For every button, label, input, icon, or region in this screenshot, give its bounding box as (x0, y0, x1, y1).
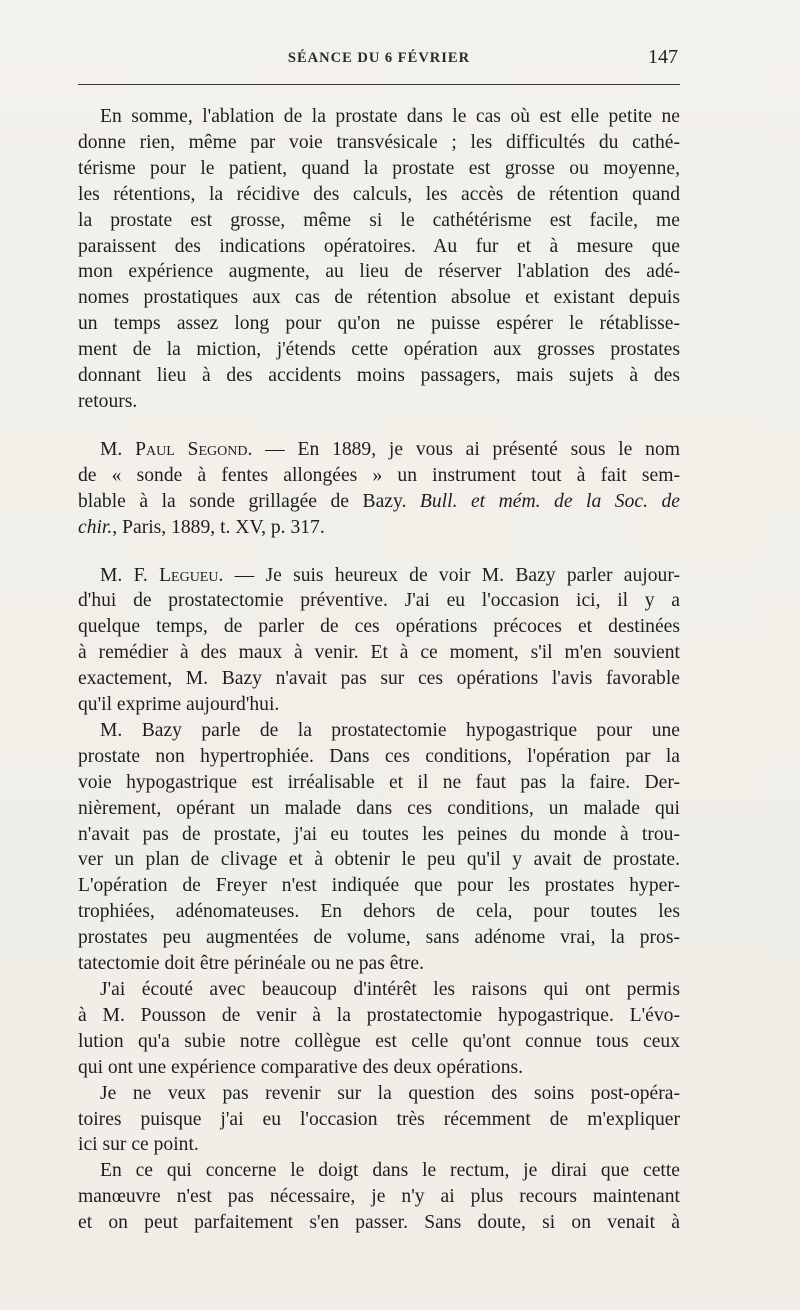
text-line: voie hypogastrique est irréalisable et il ne faut pas la faire. Der- (78, 771, 680, 793)
text-line: blable à la sonde grillagée de Bazy. Bull. et mém. de la Soc. de (78, 490, 680, 512)
text-line: mon expérience augmente, au lieu de réserver l'ablation des adé- (78, 261, 680, 283)
speaker-name: M. Paul Segond. (100, 438, 253, 460)
text-line: Je ne veux pas revenir sur la question des soins post-opéra- (100, 1082, 680, 1104)
text-line: L'opération de Freyer n'est indiquée que pour les prostates hyper- (78, 875, 680, 897)
text-line: donnant lieu à des accidents moins passagers, mais sujets à des (78, 365, 680, 387)
text-line: la prostate est grosse, même si le cathétérisme est facile, me (78, 209, 680, 231)
running-title: SÉANCE DU 6 FÉVRIER (287, 50, 471, 66)
text-line: tatectomie doit être périnéale ou ne pas être. (78, 953, 424, 975)
text-line: ver un plan de clivage et à obtenir le peu qu'il y avait de prostate. (78, 849, 680, 871)
speaker-name: M. F. Legueu. (100, 564, 224, 586)
page-number: 147 (648, 46, 678, 68)
header-rule (78, 84, 680, 85)
text-line: donne rien, même par voie transvésicale ; les difficultés du cathé- (78, 131, 680, 153)
text-line: nièrement, opérant un malade dans ces conditions, un malade qui (78, 797, 680, 819)
page-header (78, 46, 680, 74)
text-line: d'hui de prostatectomie préventive. J'ai eu l'occasion ici, il y a (78, 590, 680, 612)
text-line: toires puisque j'ai eu l'occasion très récemment de m'expliquer (78, 1108, 680, 1130)
text-line: un temps assez long pour qu'on ne puisse espérer le rétablisse- (78, 313, 680, 335)
text-line: En ce qui concerne le doigt dans le rectum, je dirai que cette (100, 1160, 680, 1182)
text-line: J'ai écouté avec beaucoup d'intérêt les raisons qui ont permis (100, 979, 680, 1000)
text-line: M. F. Legueu. — Je suis heureux de voir M. Bazy parler aujour- (100, 564, 680, 586)
text-line: qu'il exprime aujourd'hui. (78, 694, 280, 716)
paragraph-gap (78, 541, 680, 563)
body-text (78, 104, 680, 1236)
paragraph-gap (78, 415, 680, 437)
text-line: manœuvre n'est pas nécessaire, je n'y ai plus recours maintenant (78, 1186, 680, 1208)
paragraph-doigt-rectum (78, 1158, 680, 1236)
paragraph-segond (78, 437, 680, 541)
text-line: M. Bazy parle de la prostatectomie hypogastrique pour une (100, 719, 680, 741)
text-line: lution qu'a subie notre collègue est celle qu'ont connue tous ceux (78, 1030, 680, 1052)
text-line: En somme, l'ablation de la prostate dans le cas où est elle petite ne (100, 106, 680, 127)
text-line: prostates peu augmentées de volume, sans adénome vrai, la pros- (78, 927, 680, 949)
paragraph-legueu (78, 563, 680, 718)
paragraph-ablation (78, 104, 680, 415)
text-line: à remédier à des maux à venir. Et à ce moment, s'il m'en souvient (78, 642, 680, 664)
text-line: quelque temps, de parler de ces opérations précoces et destinées (78, 616, 680, 638)
text-line: ment de la miction, j'étends cette opération aux grosses prostates (78, 339, 680, 361)
text-line: à M. Pousson de venir à la prostatectomie hypogastrique. L'évo- (78, 1004, 680, 1026)
text-line: nomes prostatiques aux cas de rétention absolue et existant depuis (78, 287, 680, 309)
text-line: les rétentions, la récidive des calculs, les accès de rétention quand (78, 183, 680, 205)
paragraph-pousson (78, 977, 680, 1081)
text-line: prostate non hypertrophiée. Dans ces conditions, l'opération par la (78, 745, 680, 767)
paragraph-soins (78, 1081, 680, 1159)
text-line: paraissent des indications opératoires. Au fur et à mesure que (78, 235, 680, 257)
text-line: n'avait pas de prostate, j'ai eu toutes les peines du monde à trou- (78, 823, 680, 845)
text-line: et on peut parfaitement s'en passer. Sans doute, si on venait à (78, 1212, 680, 1234)
text-line: trophiées, adénomateuses. En dehors de cela, pour toutes les (78, 901, 680, 923)
text-line: retours. (78, 390, 138, 412)
text-line: exactement, M. Bazy n'avait pas sur ces opérations l'avis favorable (78, 668, 680, 690)
text-line: qui ont une expérience comparative des deux opérations. (78, 1056, 524, 1078)
text-line: M. Paul Segond. — En 1889, je vous ai présenté sous le nom (100, 438, 680, 460)
text-line: térisme pour le patient, quand la prostate est grosse ou moyenne, (78, 157, 680, 179)
text-line: de « sonde à fentes allongées » un instrument tout à fait sem- (78, 464, 680, 486)
bibliographic-reference: Bull. et mém. de la Soc. de (419, 490, 680, 512)
paragraph-bazy-hypogastrique (78, 718, 680, 977)
text-line: chir., Paris, 1889, t. XV, p. 317. (78, 516, 325, 538)
text-line: ici sur ce point. (78, 1134, 199, 1156)
bibliographic-reference: chir. (78, 516, 113, 538)
